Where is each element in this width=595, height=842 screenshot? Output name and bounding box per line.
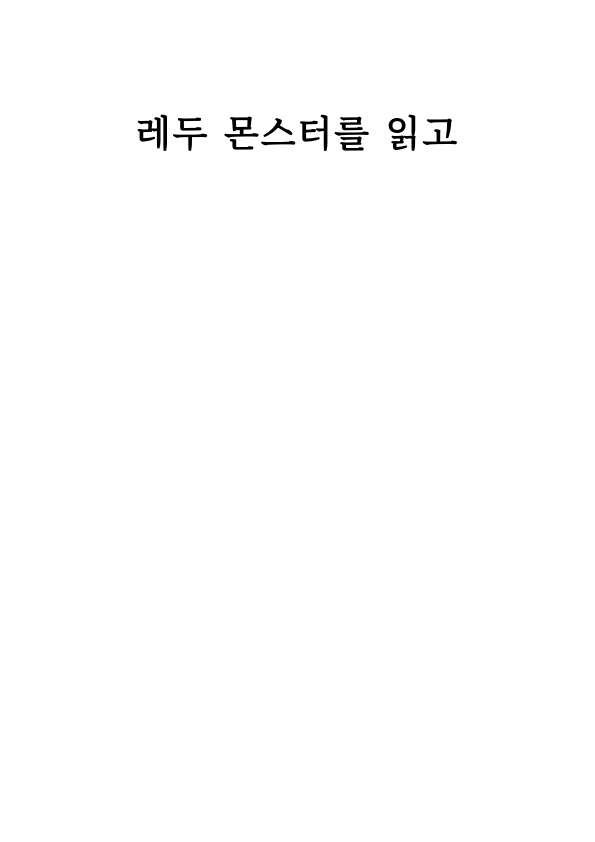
document-title: 레두 몬스터를 읽고 bbox=[135, 114, 460, 156]
document-body bbox=[86, 234, 510, 834]
